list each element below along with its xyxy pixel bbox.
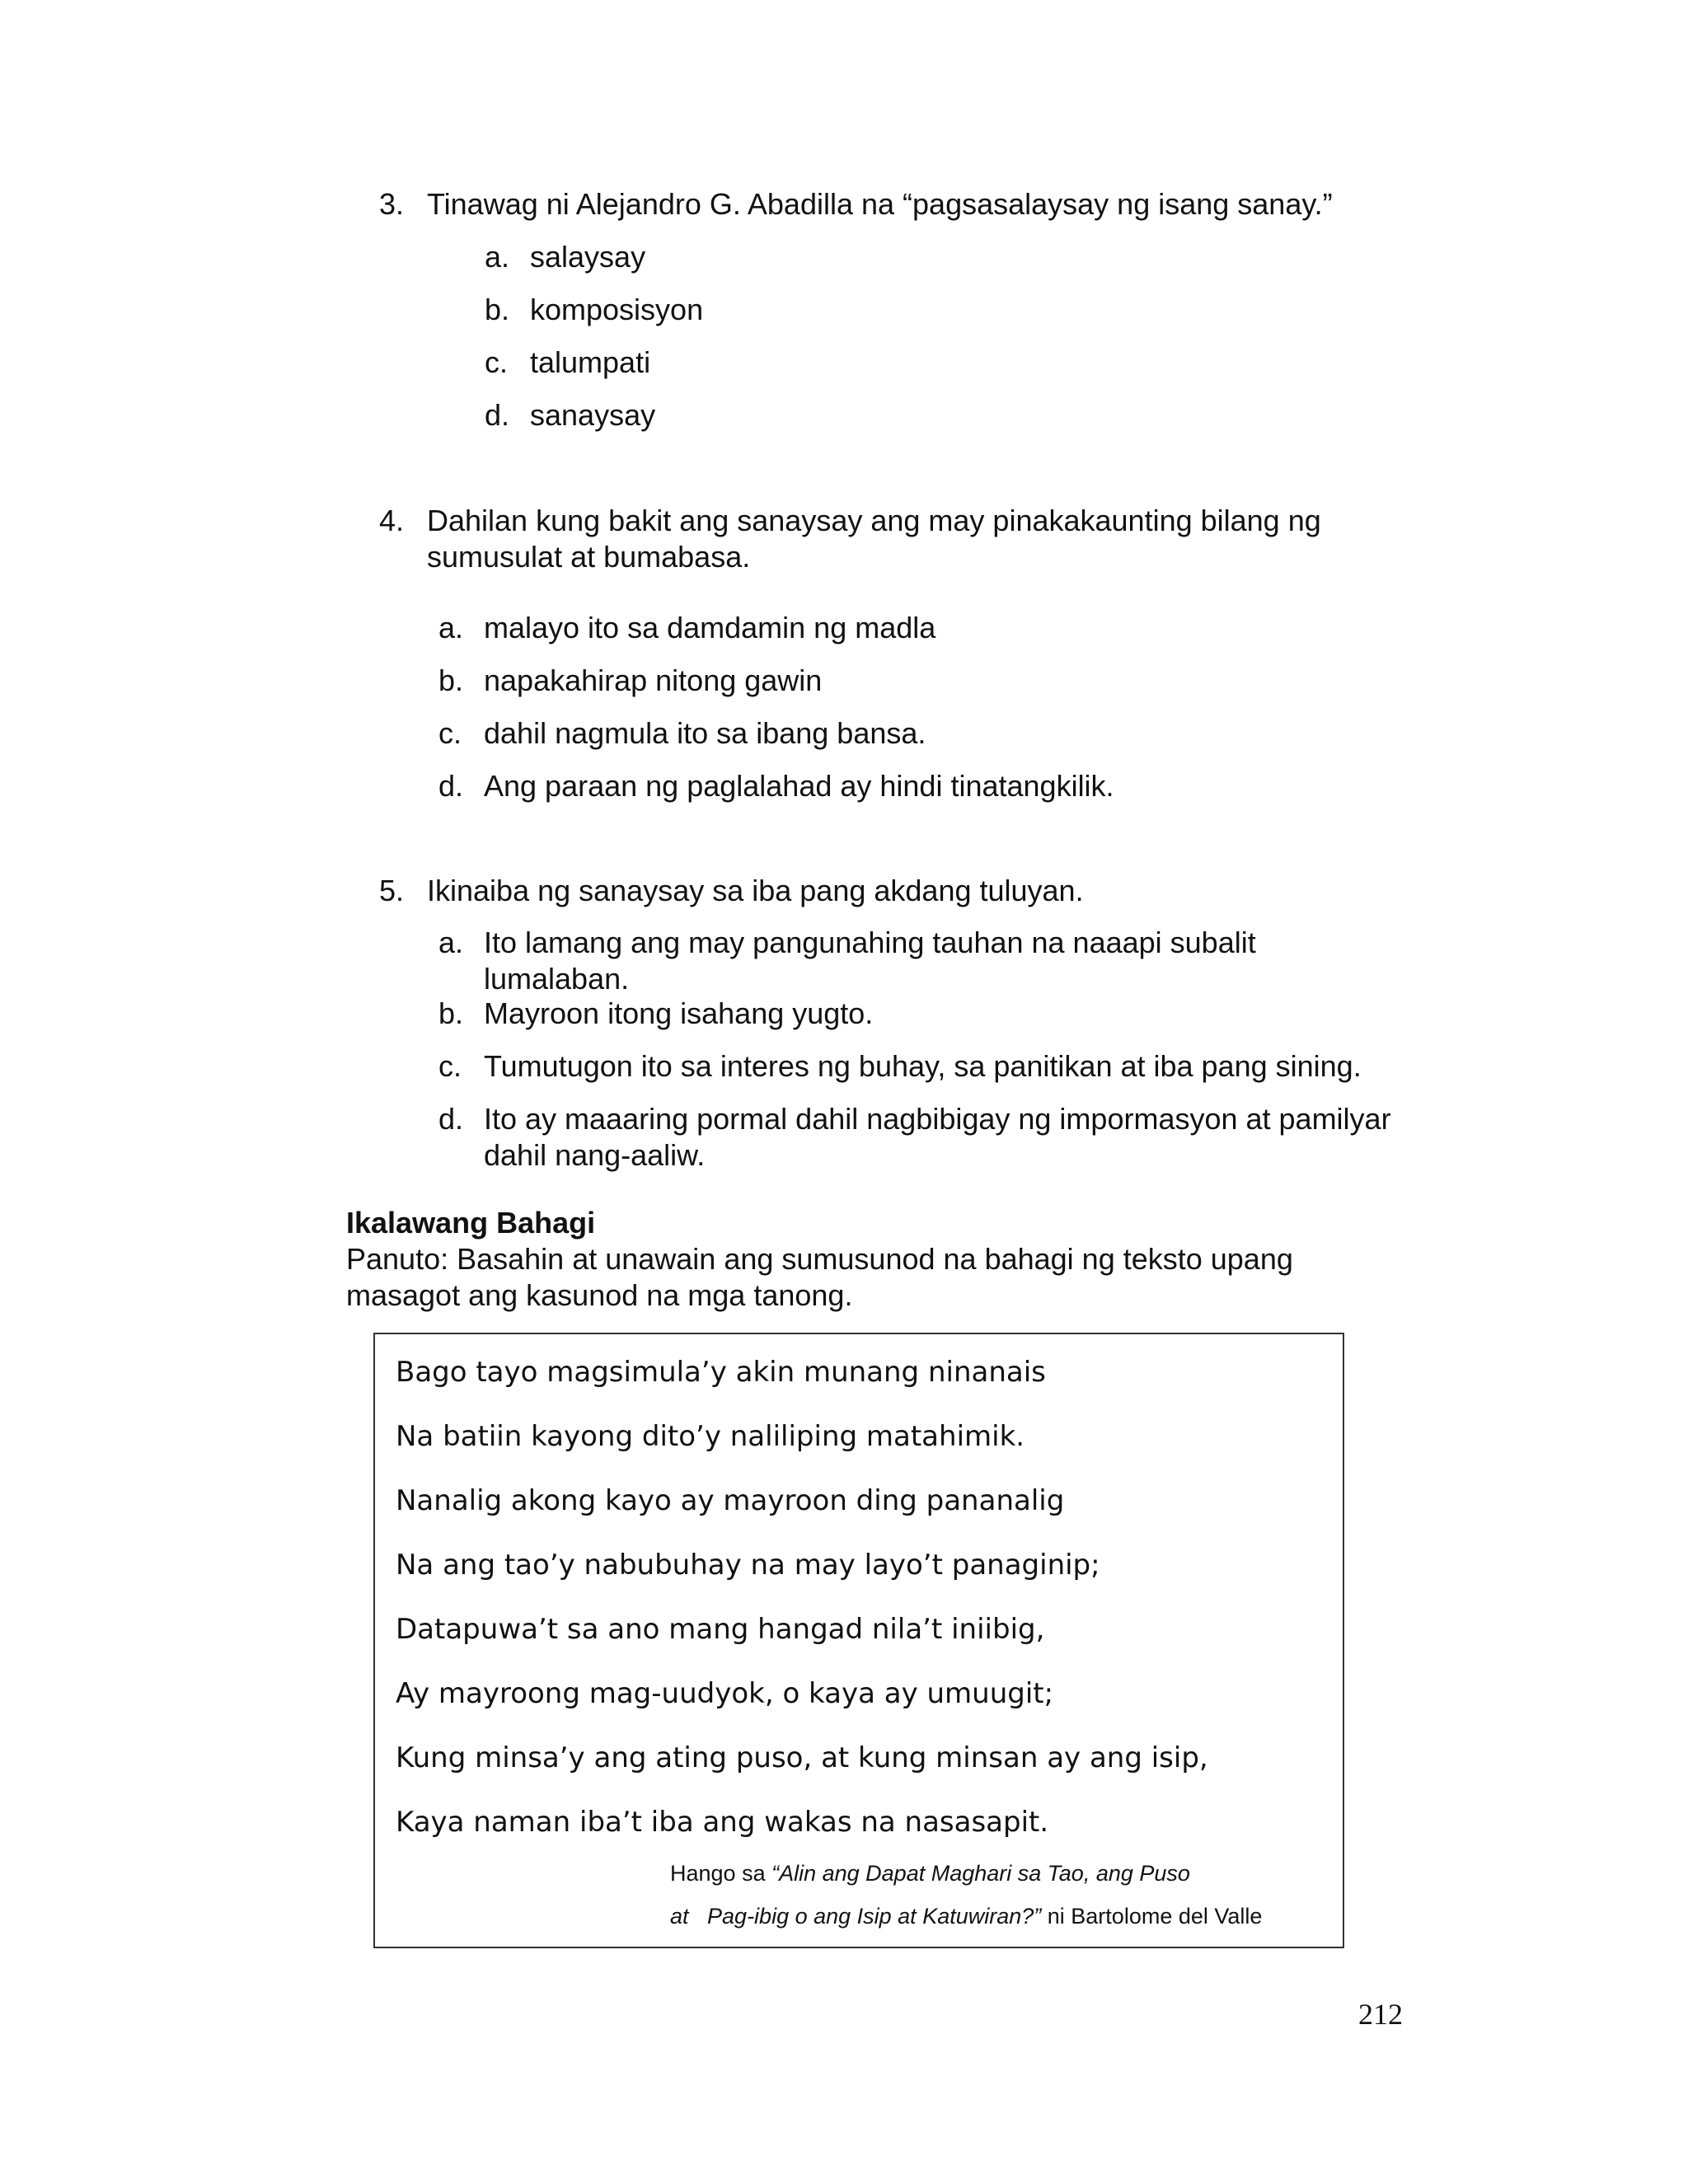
question-4-option-d-letter: d. [438,769,464,803]
question-4-option-c: dahil nagmula ito sa ibang bansa. [484,716,926,750]
question-4-option-b: napakahirap nitong gawin [484,663,823,697]
question-4-option-a: malayo ito sa damdamin ng madla [484,611,936,644]
question-5-option-c: Tumutugon ito sa interes ng buhay, sa panitikan at iba pang sining. [484,1049,1362,1083]
question-3-option-d: sanaysay [530,398,656,432]
question-3-option-a: salaysay [530,240,646,274]
poem-source-line-2 [670,1902,1262,1930]
question-4-option-c-letter: c. [438,716,462,750]
poem-line-7: Kung minsa’y ang ating puso, at kung minsan ay ang isip, [396,1741,1208,1774]
question-5-option-c-letter: c. [438,1049,462,1083]
question-4-option-d: Ang paraan ng paglalahad ay hindi tinatangkilik. [484,769,1114,803]
poem-line-2: Na batiin kayong dito’y naliliping matahimik. [396,1420,1025,1453]
section-title: Ikalawang Bahagi [346,1206,596,1240]
poem-line-6: Ay mayroong mag-uudyok, o kaya ay umuugit; [396,1677,1054,1710]
question-3-option-b: komposisyon [530,293,704,326]
question-5-option-a: Ito lamang ang may pangunahing tauhan na naaapi subalit lumalaban. [484,926,1256,996]
question-3-number: 3. [379,187,405,221]
question-5-option-d-letter: d. [438,1102,464,1136]
question-3-option-c-letter: c. [485,345,509,379]
question-4-option-b-letter: b. [438,663,464,697]
poem-line-8: Kaya naman iba’t iba ang wakas na nasasapit. [396,1806,1049,1839]
question-4-option-a-letter: a. [438,611,464,644]
question-4-text: Dahilan kung bakit ang sanaysay ang may pinakakaunting bilang ng sumusulat at bumabasa. [427,504,1321,574]
question-4-number: 4. [379,504,405,537]
poem-source-line-1 [670,1859,1190,1887]
question-5-option-a-letter: a. [438,926,464,959]
question-3-option-d-letter: d. [485,398,510,432]
source-title-part-1: “Alin ang Dapat Maghari sa Tao, ang Puso [771,1861,1190,1886]
poem-line-4: Na ang tao’y nabubuhay na may layo’t panaginip; [396,1549,1100,1582]
question-5-number: 5. [379,874,405,907]
question-3-option-a-letter: a. [485,240,510,274]
section-instruction: Panuto: Basahin at unawain ang sumusunod na bahagi ng teksto upang masagot ang kasunod na mga tanong. [346,1242,1293,1312]
question-5-option-d: Ito ay maaaring pormal dahil nagbibigay ng impormasyon at pamilyar dahil nang-aaliw. [484,1102,1391,1172]
source-author: ni Bartolome del Valle [1041,1904,1263,1929]
poem-line-1: Bago tayo magsimula’y akin munang ninanais [396,1356,1046,1389]
source-title-part-2: at Pag-ibig o ang Isip at Katuwiran?” [670,1904,1042,1929]
poem-line-3: Nanalig akong kayo ay mayroon ding pananalig [396,1484,1065,1517]
poem-excerpt-box [373,1333,1344,1948]
question-5-option-b-letter: b. [438,996,464,1030]
question-3-text: Tinawag ni Alejandro G. Abadilla na “pagsasalaysay ng isang sanay.” [427,187,1333,221]
question-5-text: Ikinaiba ng sanaysay sa iba pang akdang tuluyan. [427,874,1084,907]
source-prefix: Hango sa [670,1861,772,1886]
question-3-option-b-letter: b. [485,293,510,326]
question-5-option-b: Mayroon itong isahang yugto. [484,996,874,1030]
question-3-option-c: talumpati [530,345,651,379]
poem-line-5: Datapuwa’t sa ano mang hangad nila’t iniibig, [396,1613,1045,1646]
page-number: 212 [1358,1998,1403,2031]
